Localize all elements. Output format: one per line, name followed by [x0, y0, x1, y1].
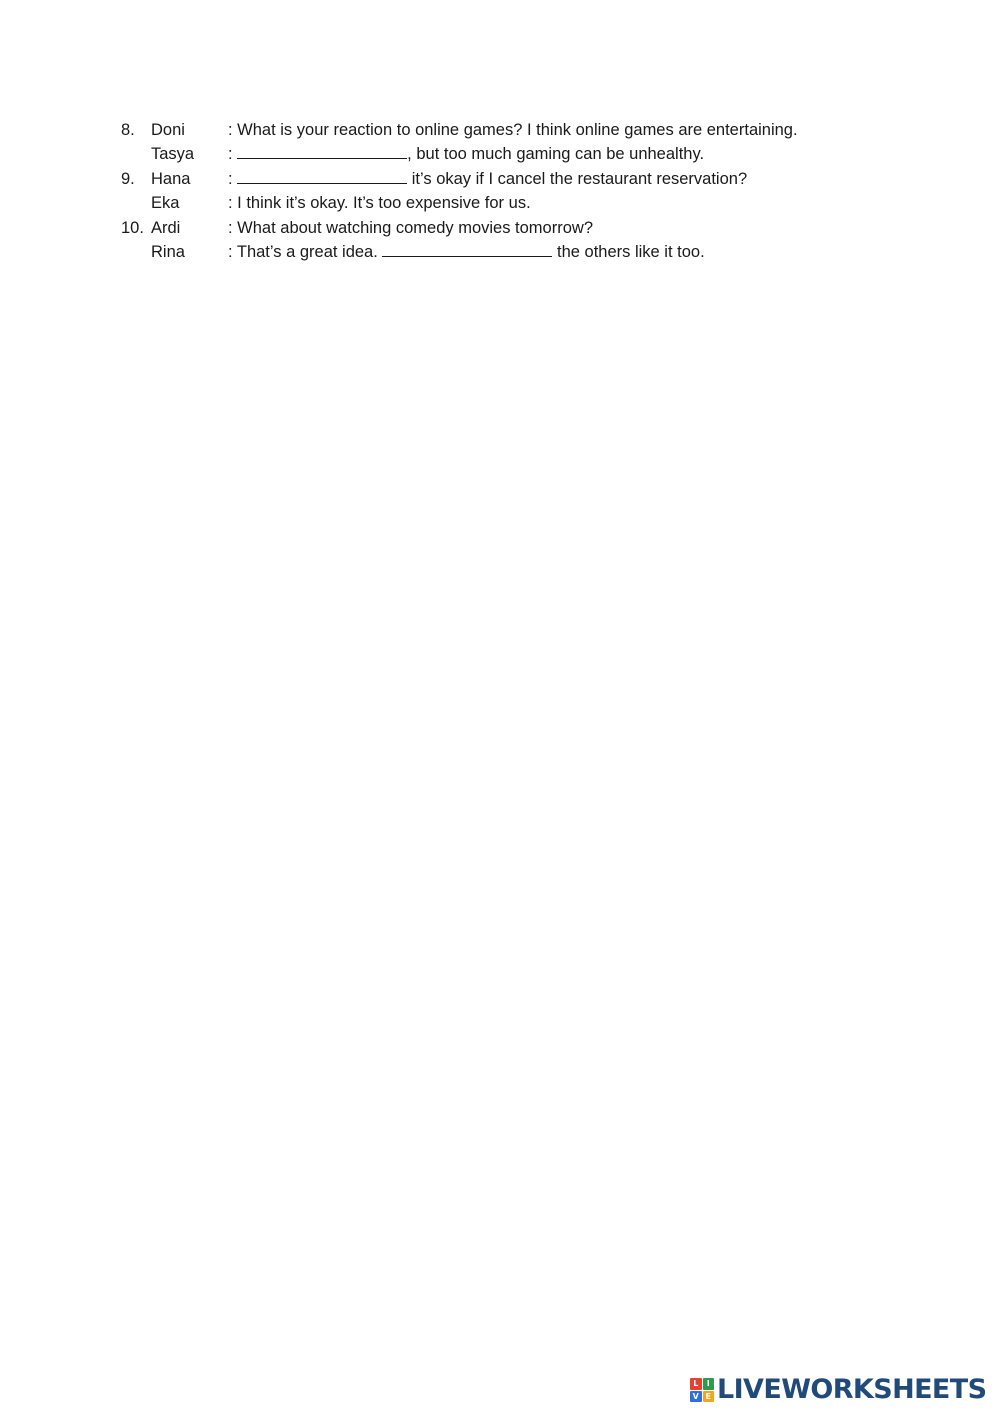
utterance-text-after: , but too much gaming can be unhealthy.: [407, 145, 705, 164]
logo-mark-letter: I: [703, 1378, 715, 1390]
answer-blank[interactable]: [237, 145, 407, 159]
liveworksheets-logo: [690, 1375, 986, 1405]
speaker-name: Doni: [151, 121, 185, 139]
utterance-text: :: [228, 169, 238, 188]
utterance-text-after: it’s okay if I cancel the restaurant reservation?: [407, 169, 748, 188]
logo-mark-letter: V: [690, 1391, 702, 1403]
utterance: [228, 167, 747, 191]
speaker-name: Tasya: [151, 145, 195, 164]
dialogue-line: [0, 118, 999, 142]
question-number: 10.: [121, 218, 144, 237]
logo-mark-letter: E: [703, 1391, 715, 1403]
utterance: [228, 118, 798, 142]
utterance-text: : What about watching comedy movies tomorrow?: [228, 218, 593, 237]
utterance-text: : I think it’s okay. It’s too expensive for us.: [228, 194, 531, 213]
speaker-name: Rina: [151, 242, 185, 261]
logo-mark-letter: L: [690, 1378, 702, 1390]
speaker-name: Hana: [151, 169, 191, 188]
dialogue-line: [0, 167, 999, 191]
utterance: [228, 240, 705, 264]
speaker-name: Ardi: [151, 218, 181, 237]
dialogue-line: [0, 240, 999, 264]
dialogue-line: [0, 142, 999, 166]
utterance: [228, 191, 531, 215]
utterance: [228, 142, 704, 166]
utterance: [228, 216, 593, 240]
utterance-text: :: [228, 145, 238, 164]
utterance-text: : What is your reaction to online games? I think online games are entertaining.: [228, 121, 798, 139]
question-number: 9.: [121, 169, 135, 188]
dialogue-line: [0, 216, 999, 240]
answer-blank[interactable]: [382, 243, 552, 257]
logo-mark-icon: [690, 1378, 714, 1402]
speaker-name: Eka: [151, 194, 180, 213]
question-number: 8.: [121, 121, 135, 139]
utterance-text-after: the others like it too.: [552, 242, 705, 261]
dialogue-line: [0, 191, 999, 215]
worksheet: [0, 118, 999, 264]
logo-text: LIVEWORKSHEETS: [717, 1374, 987, 1405]
answer-blank[interactable]: [237, 170, 407, 184]
utterance-text: : That’s a great idea.: [228, 242, 383, 261]
